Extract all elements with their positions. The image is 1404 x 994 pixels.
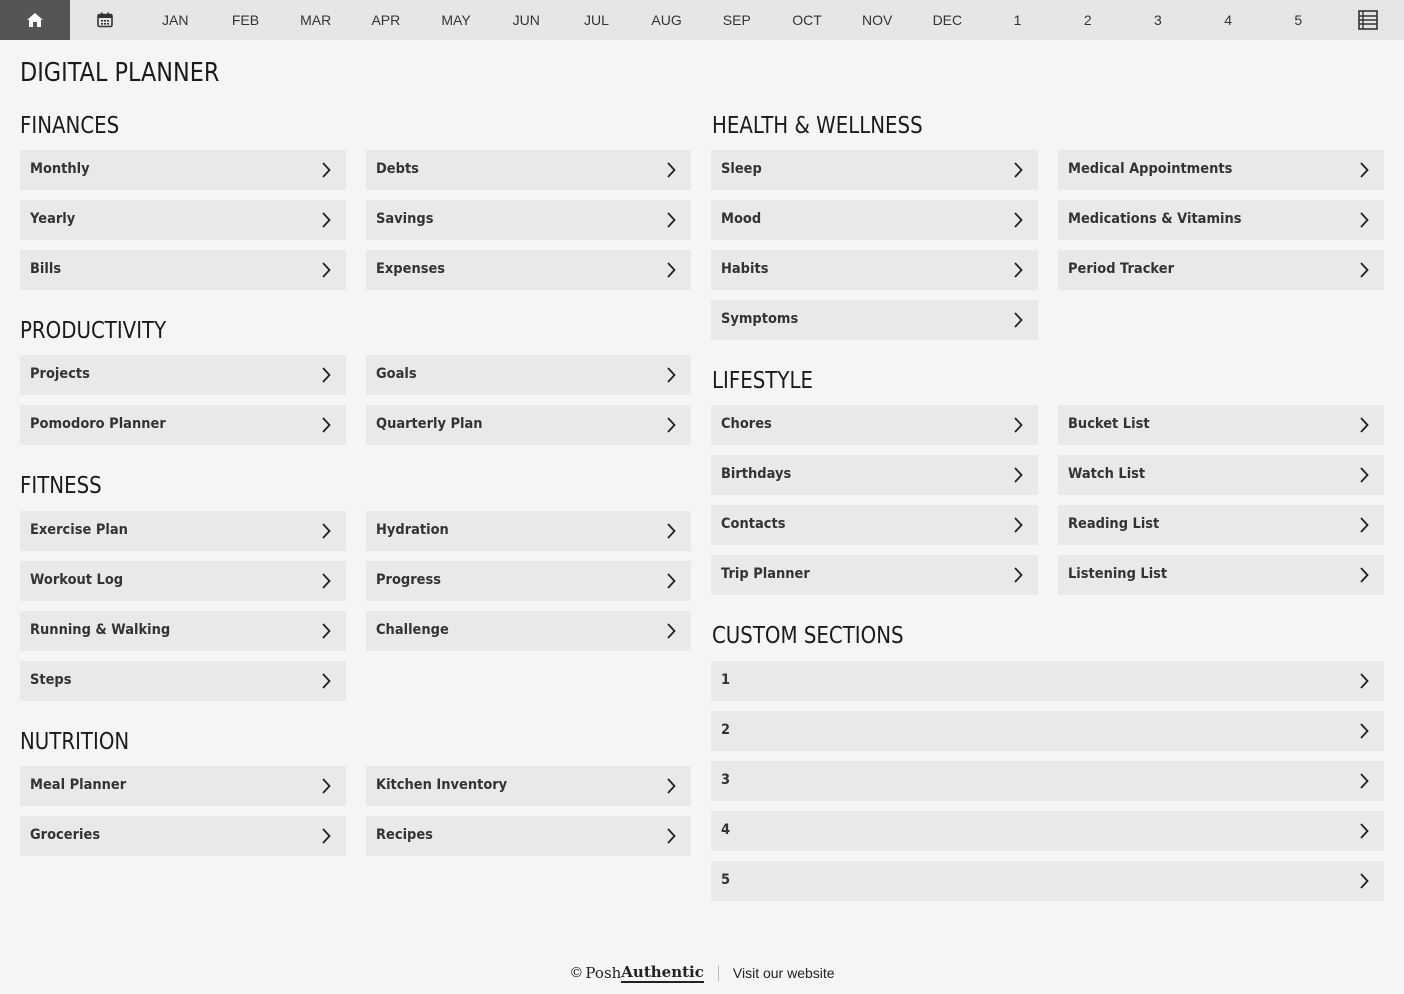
section-title-lifestyle: LIFESTYLE bbox=[712, 368, 813, 394]
item-label: Progress bbox=[376, 571, 441, 588]
section-title-nutrition: NUTRITION bbox=[20, 729, 130, 755]
section-title-custom-sections: CUSTOM SECTIONS bbox=[712, 623, 904, 649]
nav-month-aug[interactable]: AUG bbox=[651, 12, 682, 28]
item-label: 1 bbox=[721, 671, 731, 688]
section-title-finances: FINANCES bbox=[20, 113, 120, 139]
item-groceries[interactable] bbox=[20, 816, 346, 856]
nav-month-may[interactable]: MAY bbox=[441, 12, 471, 28]
chevron-right-icon bbox=[1012, 213, 1024, 227]
item-label: Savings bbox=[376, 210, 434, 227]
chevron-right-icon bbox=[320, 779, 332, 793]
section-title-health-wellness: HEALTH & WELLNESS bbox=[712, 113, 923, 139]
item-progress[interactable] bbox=[366, 561, 691, 601]
item-projects[interactable] bbox=[20, 355, 346, 395]
item-label: Monthly bbox=[30, 160, 90, 177]
nav-number-2[interactable]: 2 bbox=[1083, 12, 1092, 28]
item-label: Projects bbox=[30, 365, 90, 382]
chevron-right-icon bbox=[665, 779, 677, 793]
nav-month-jul[interactable]: JUL bbox=[583, 12, 609, 28]
nav-month-dec[interactable]: DEC bbox=[932, 12, 963, 28]
item-custom-4[interactable] bbox=[711, 811, 1384, 851]
item-savings[interactable] bbox=[366, 200, 691, 240]
item-label: Mood bbox=[721, 210, 762, 227]
chevron-right-icon bbox=[665, 163, 677, 177]
item-quarterly-plan[interactable] bbox=[366, 405, 691, 445]
chevron-right-icon bbox=[320, 263, 332, 277]
section-title-fitness: FITNESS bbox=[20, 473, 102, 499]
item-label: Bills bbox=[30, 260, 62, 277]
item-label: Exercise Plan bbox=[30, 521, 128, 538]
item-label: Listening List bbox=[1068, 565, 1168, 582]
item-contacts[interactable] bbox=[711, 505, 1038, 545]
item-label: Medications & Vitamins bbox=[1068, 210, 1242, 227]
chevron-right-icon bbox=[1012, 263, 1024, 277]
visit-website-link[interactable]: Visit our website bbox=[732, 965, 835, 981]
item-steps[interactable] bbox=[20, 661, 346, 701]
nav-month-sep[interactable]: SEP bbox=[722, 12, 751, 28]
chevron-right-icon bbox=[665, 624, 677, 638]
item-custom-5[interactable] bbox=[711, 861, 1384, 901]
chevron-right-icon bbox=[1358, 418, 1370, 432]
item-label: Workout Log bbox=[30, 571, 124, 588]
item-monthly[interactable] bbox=[20, 150, 346, 190]
item-kitchen-inventory[interactable] bbox=[366, 766, 691, 806]
item-label: Symptoms bbox=[721, 310, 799, 327]
item-label: Reading List bbox=[1068, 515, 1160, 532]
chevron-right-icon bbox=[1358, 213, 1370, 227]
item-symptoms[interactable] bbox=[711, 300, 1038, 340]
chevron-right-icon bbox=[665, 213, 677, 227]
nav-month-mar[interactable]: MAR bbox=[300, 12, 332, 28]
item-label: Kitchen Inventory bbox=[376, 776, 508, 793]
item-label: Bucket List bbox=[1068, 415, 1150, 432]
item-reading-list[interactable] bbox=[1058, 505, 1384, 545]
brand-name-part1: Posh bbox=[585, 964, 622, 982]
item-medical-appointments[interactable] bbox=[1058, 150, 1384, 190]
nav-calendar-button[interactable] bbox=[70, 0, 140, 40]
chevron-right-icon bbox=[1358, 163, 1370, 177]
chevron-right-icon bbox=[1012, 568, 1024, 582]
item-label: Period Tracker bbox=[1068, 260, 1174, 277]
chevron-right-icon bbox=[665, 574, 677, 588]
item-goals[interactable] bbox=[366, 355, 691, 395]
nav-number-4[interactable]: 4 bbox=[1224, 12, 1232, 28]
nav-month-feb[interactable]: FEB bbox=[231, 12, 260, 28]
item-label: Recipes bbox=[376, 826, 433, 843]
calendar-icon bbox=[97, 12, 113, 28]
nav-month-jun[interactable]: JUN bbox=[512, 12, 540, 28]
item-yearly[interactable] bbox=[20, 200, 346, 240]
nav-number-3[interactable]: 3 bbox=[1154, 12, 1162, 28]
chevron-right-icon bbox=[1012, 468, 1024, 482]
item-birthdays[interactable] bbox=[711, 455, 1038, 495]
chevron-right-icon bbox=[1358, 568, 1370, 582]
item-label: Expenses bbox=[376, 260, 446, 277]
item-label: Challenge bbox=[376, 621, 449, 638]
item-habits[interactable] bbox=[711, 250, 1038, 290]
item-mood[interactable] bbox=[711, 200, 1038, 240]
chevron-right-icon bbox=[1358, 518, 1370, 532]
nav-number-5[interactable]: 5 bbox=[1294, 12, 1303, 28]
item-custom-2[interactable] bbox=[711, 711, 1384, 751]
item-label: Groceries bbox=[30, 826, 101, 843]
home-icon bbox=[26, 12, 44, 28]
section-title-productivity: PRODUCTIVITY bbox=[20, 318, 167, 344]
chevron-right-icon bbox=[1012, 518, 1024, 532]
nav-month-oct[interactable]: OCT bbox=[792, 12, 822, 28]
item-recipes[interactable] bbox=[366, 816, 691, 856]
item-label: Hydration bbox=[376, 521, 449, 538]
item-label: Meal Planner bbox=[30, 776, 127, 793]
item-listening-list[interactable] bbox=[1058, 555, 1384, 595]
item-debts[interactable] bbox=[366, 150, 691, 190]
item-hydration[interactable] bbox=[366, 511, 691, 551]
chevron-right-icon bbox=[1012, 418, 1024, 432]
chevron-right-icon bbox=[320, 163, 332, 177]
item-label: Watch List bbox=[1068, 465, 1146, 482]
chevron-right-icon bbox=[320, 418, 332, 432]
item-label: Goals bbox=[376, 365, 417, 382]
chevron-right-icon bbox=[665, 263, 677, 277]
chevron-right-icon bbox=[1358, 724, 1370, 738]
chevron-right-icon bbox=[1358, 874, 1370, 888]
item-label: Debts bbox=[376, 160, 419, 177]
chevron-right-icon bbox=[665, 368, 677, 382]
chevron-right-icon bbox=[1358, 774, 1370, 788]
item-label: Yearly bbox=[30, 210, 76, 227]
chevron-right-icon bbox=[1358, 263, 1370, 277]
copyright-symbol: © bbox=[569, 965, 584, 981]
nav-menu-button[interactable] bbox=[1333, 0, 1403, 40]
chevron-right-icon bbox=[320, 213, 332, 227]
chevron-right-icon bbox=[320, 674, 332, 688]
item-chores[interactable] bbox=[711, 405, 1038, 445]
chevron-right-icon bbox=[665, 524, 677, 538]
chevron-right-icon bbox=[1012, 313, 1024, 327]
item-label: 4 bbox=[721, 821, 731, 838]
item-label: Birthdays bbox=[721, 465, 792, 482]
page-title: DIGITAL PLANNER bbox=[20, 58, 220, 88]
item-meal-planner[interactable] bbox=[20, 766, 346, 806]
item-running-walking[interactable] bbox=[20, 611, 346, 651]
chevron-right-icon bbox=[665, 418, 677, 432]
item-label: Steps bbox=[30, 671, 72, 688]
item-bucket-list[interactable] bbox=[1058, 405, 1384, 445]
item-label: 3 bbox=[721, 771, 731, 788]
nav-home-button[interactable] bbox=[0, 0, 70, 40]
list-icon bbox=[1358, 10, 1378, 30]
chevron-right-icon bbox=[1358, 674, 1370, 688]
item-label: Contacts bbox=[721, 515, 786, 532]
item-custom-1[interactable] bbox=[711, 661, 1384, 701]
footer-divider bbox=[718, 965, 719, 981]
item-label: Quarterly Plan bbox=[376, 415, 483, 432]
item-trip-planner[interactable] bbox=[711, 555, 1038, 595]
item-workout-log[interactable] bbox=[20, 561, 346, 601]
item-label: Habits bbox=[721, 260, 769, 277]
item-expenses[interactable] bbox=[366, 250, 691, 290]
item-label: Chores bbox=[721, 415, 772, 432]
item-pomodoro-planner[interactable] bbox=[20, 405, 346, 445]
nav-month-apr[interactable]: APR bbox=[371, 12, 401, 28]
item-sleep[interactable] bbox=[711, 150, 1038, 190]
item-challenge[interactable] bbox=[366, 611, 691, 651]
chevron-right-icon bbox=[1012, 163, 1024, 177]
nav-number-1[interactable]: 1 bbox=[1013, 12, 1022, 28]
chevron-right-icon bbox=[1358, 468, 1370, 482]
chevron-right-icon bbox=[320, 829, 332, 843]
chevron-right-icon bbox=[320, 624, 332, 638]
nav-month-jan[interactable]: JAN bbox=[162, 12, 189, 28]
item-label: Running & Walking bbox=[30, 621, 171, 638]
item-label: Pomodoro Planner bbox=[30, 415, 166, 432]
chevron-right-icon bbox=[1358, 824, 1370, 838]
item-label: Medical Appointments bbox=[1068, 160, 1233, 177]
item-label: 2 bbox=[721, 721, 731, 738]
item-bills[interactable] bbox=[20, 250, 346, 290]
nav-month-nov[interactable]: NOV bbox=[861, 12, 893, 28]
item-watch-list[interactable] bbox=[1058, 455, 1384, 495]
item-medications-vitamins[interactable] bbox=[1058, 200, 1384, 240]
item-label: Trip Planner bbox=[721, 565, 810, 582]
item-label: Sleep bbox=[721, 160, 762, 177]
brand-name-part2: Authentic bbox=[621, 963, 704, 981]
item-label: 5 bbox=[721, 871, 731, 888]
footer bbox=[0, 962, 1404, 984]
chevron-right-icon bbox=[320, 368, 332, 382]
item-custom-3[interactable] bbox=[711, 761, 1384, 801]
chevron-right-icon bbox=[320, 574, 332, 588]
chevron-right-icon bbox=[320, 524, 332, 538]
item-exercise-plan[interactable] bbox=[20, 511, 346, 551]
chevron-right-icon bbox=[665, 829, 677, 843]
item-period-tracker[interactable] bbox=[1058, 250, 1384, 290]
top-nav bbox=[0, 0, 1404, 40]
